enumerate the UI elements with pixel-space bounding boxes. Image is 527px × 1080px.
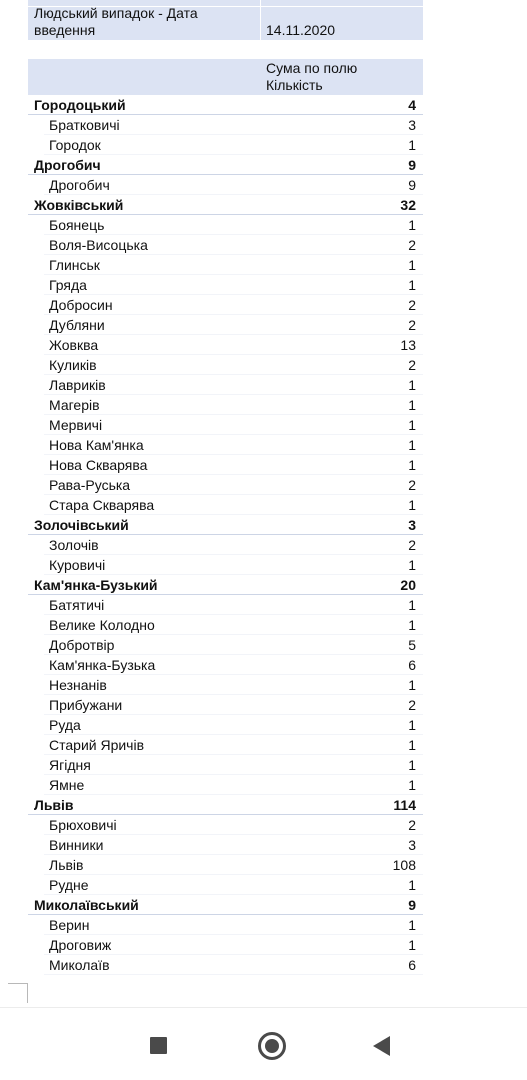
item-name: Нова Скварява bbox=[49, 457, 148, 473]
pivot-item-row[interactable] bbox=[28, 695, 423, 715]
item-name: Воля-Висоцька bbox=[49, 237, 148, 253]
back-button[interactable] bbox=[360, 1028, 404, 1064]
pivot-header-row bbox=[28, 59, 423, 95]
item-value: 1 bbox=[408, 757, 416, 773]
item-name: Велике Колодно bbox=[49, 617, 155, 633]
pivot-group-row[interactable] bbox=[28, 195, 423, 215]
item-name: Верин bbox=[49, 917, 90, 933]
pivot-item-row[interactable] bbox=[28, 595, 423, 615]
pivot-group-row[interactable] bbox=[28, 895, 423, 915]
pivot-item-row[interactable] bbox=[28, 855, 423, 875]
pivot-item-row[interactable] bbox=[28, 235, 423, 255]
item-name: Ямне bbox=[49, 777, 85, 793]
pivot-item-row[interactable] bbox=[28, 135, 423, 155]
item-name: Золочів bbox=[49, 537, 99, 553]
item-name: Дроговиж bbox=[49, 937, 112, 953]
group-total: 4 bbox=[408, 97, 416, 113]
item-value: 1 bbox=[408, 397, 416, 413]
group-total: 114 bbox=[393, 797, 416, 813]
item-value: 5 bbox=[408, 637, 416, 653]
item-value: 1 bbox=[408, 457, 416, 473]
item-value: 3 bbox=[408, 837, 416, 853]
item-name: Прибужани bbox=[49, 697, 123, 713]
group-name: Жовківський bbox=[34, 197, 124, 213]
item-value: 1 bbox=[408, 437, 416, 453]
item-value: 2 bbox=[408, 237, 416, 253]
item-value: 1 bbox=[408, 497, 416, 513]
item-name: Ягідня bbox=[49, 757, 91, 773]
item-name: Добросин bbox=[49, 297, 113, 313]
filter-value[interactable]: 14.11.2020 bbox=[266, 22, 336, 38]
pivot-item-row[interactable] bbox=[28, 295, 423, 315]
pivot-item-row[interactable] bbox=[28, 395, 423, 415]
pivot-item-row[interactable] bbox=[28, 435, 423, 455]
pivot-item-row[interactable] bbox=[28, 715, 423, 735]
pivot-item-row[interactable] bbox=[28, 735, 423, 755]
item-name: Глинськ bbox=[49, 257, 100, 273]
item-value: 1 bbox=[408, 777, 416, 793]
item-name: Брюховичі bbox=[49, 817, 117, 833]
pivot-item-row[interactable] bbox=[28, 275, 423, 295]
item-value: 3 bbox=[408, 117, 416, 133]
pivot-item-row[interactable] bbox=[28, 215, 423, 235]
recents-button[interactable] bbox=[137, 1028, 181, 1064]
item-value: 1 bbox=[408, 257, 416, 273]
item-value: 1 bbox=[408, 597, 416, 613]
sheet-corner-mark bbox=[8, 983, 28, 1003]
item-name: Лавриків bbox=[49, 377, 106, 393]
item-name: Нова Кам'янка bbox=[49, 437, 144, 453]
pivot-item-row[interactable] bbox=[28, 635, 423, 655]
item-name: Дрогобич bbox=[49, 177, 110, 193]
item-value: 1 bbox=[408, 737, 416, 753]
item-value: 1 bbox=[408, 217, 416, 233]
item-value: 6 bbox=[408, 657, 416, 673]
home-button[interactable] bbox=[250, 1028, 294, 1064]
group-total: 9 bbox=[408, 897, 416, 913]
pivot-item-row[interactable] bbox=[28, 355, 423, 375]
item-name: Руда bbox=[49, 717, 81, 733]
circle-home-icon bbox=[258, 1032, 286, 1060]
item-name: Кам'янка-Бузька bbox=[49, 657, 156, 673]
item-name: Рава-Руська bbox=[49, 477, 131, 493]
pivot-group-row[interactable] bbox=[28, 95, 423, 115]
item-name: Стара Скварява bbox=[49, 497, 155, 513]
item-name: Львів bbox=[49, 857, 84, 873]
group-total: 3 bbox=[408, 517, 416, 533]
filter-cell-separator bbox=[260, 6, 261, 40]
item-value: 9 bbox=[408, 177, 416, 193]
item-value: 2 bbox=[408, 477, 416, 493]
item-name: Дубляни bbox=[49, 317, 105, 333]
pivot-item-row[interactable] bbox=[28, 675, 423, 695]
item-value: 1 bbox=[408, 417, 416, 433]
pivot-item-row[interactable] bbox=[28, 655, 423, 675]
group-name: Миколаївський bbox=[34, 897, 139, 913]
item-value: 1 bbox=[408, 137, 416, 153]
pivot-item-row[interactable] bbox=[28, 495, 423, 515]
square-icon bbox=[150, 1037, 167, 1054]
item-value: 1 bbox=[408, 717, 416, 733]
pivot-group-row[interactable] bbox=[28, 575, 423, 595]
item-value: 1 bbox=[408, 557, 416, 573]
triangle-back-icon bbox=[373, 1036, 390, 1056]
pivot-item-row[interactable] bbox=[28, 915, 423, 935]
pivot-item-row[interactable] bbox=[28, 935, 423, 955]
item-value: 1 bbox=[408, 277, 416, 293]
item-value: 13 bbox=[400, 337, 416, 353]
pivot-group-row[interactable] bbox=[28, 515, 423, 535]
item-name: Добротвір bbox=[49, 637, 115, 653]
item-name: Старий Яричів bbox=[49, 737, 145, 753]
item-name: Батятичі bbox=[49, 597, 105, 613]
pivot-table-body bbox=[28, 95, 423, 975]
pivot-item-row[interactable] bbox=[28, 535, 423, 555]
item-value: 2 bbox=[408, 357, 416, 373]
group-name: Городоцький bbox=[34, 97, 126, 113]
item-name: Куликів bbox=[49, 357, 97, 373]
pivot-item-row[interactable] bbox=[28, 615, 423, 635]
group-name: Золочівський bbox=[34, 517, 129, 533]
group-name: Львів bbox=[34, 797, 74, 813]
item-name: Рудне bbox=[49, 877, 89, 893]
pivot-group-row[interactable] bbox=[28, 155, 423, 175]
group-name: Дрогобич bbox=[34, 157, 101, 173]
group-total: 32 bbox=[400, 197, 416, 213]
item-name: Куровичі bbox=[49, 557, 106, 573]
pivot-item-row[interactable] bbox=[28, 175, 423, 195]
pivot-item-row[interactable] bbox=[28, 775, 423, 795]
pivot-item-row[interactable] bbox=[28, 115, 423, 135]
item-value: 6 bbox=[408, 957, 416, 973]
pivot-group-row[interactable] bbox=[28, 795, 423, 815]
item-name: Городок bbox=[49, 137, 101, 153]
pivot-item-row[interactable] bbox=[28, 955, 423, 975]
item-value: 2 bbox=[408, 537, 416, 553]
group-total: 20 bbox=[400, 577, 416, 593]
pivot-item-row[interactable] bbox=[28, 475, 423, 495]
item-value: 2 bbox=[408, 817, 416, 833]
pivot-item-row[interactable] bbox=[28, 255, 423, 275]
item-value: 1 bbox=[408, 877, 416, 893]
group-name: Кам'янка-Бузький bbox=[34, 577, 158, 593]
item-value: 2 bbox=[408, 697, 416, 713]
filter-label: Людський випадок - Дата введення bbox=[34, 5, 198, 38]
pivot-item-row[interactable] bbox=[28, 875, 423, 895]
pivot-item-row[interactable] bbox=[28, 315, 423, 335]
item-value: 108 bbox=[392, 857, 416, 873]
item-name: Братковичі bbox=[49, 117, 120, 133]
android-navigation-bar bbox=[0, 1008, 527, 1080]
item-name: Незнанів bbox=[49, 677, 107, 693]
pivot-item-row[interactable] bbox=[28, 415, 423, 435]
item-value: 2 bbox=[408, 297, 416, 313]
pivot-item-row[interactable] bbox=[28, 335, 423, 355]
pivot-item-row[interactable] bbox=[28, 555, 423, 575]
pivot-item-row[interactable] bbox=[28, 835, 423, 855]
pivot-item-row[interactable] bbox=[28, 815, 423, 835]
item-value: 1 bbox=[408, 937, 416, 953]
item-name: Мервичі bbox=[49, 417, 103, 433]
item-value: 1 bbox=[408, 917, 416, 933]
item-name: Боянець bbox=[49, 217, 105, 233]
item-name: Винники bbox=[49, 837, 104, 853]
pivot-item-row[interactable] bbox=[28, 375, 423, 395]
pivot-value-header[interactable]: Сума по полю Кількість bbox=[266, 60, 358, 93]
item-name: Миколаїв bbox=[49, 957, 110, 973]
pivot-item-row[interactable] bbox=[28, 755, 423, 775]
pivot-item-row[interactable] bbox=[28, 455, 423, 475]
item-name: Жовква bbox=[49, 337, 99, 353]
report-filter-table bbox=[28, 0, 423, 40]
item-name: Гряда bbox=[49, 277, 87, 293]
item-value: 1 bbox=[408, 617, 416, 633]
item-value: 1 bbox=[408, 677, 416, 693]
group-total: 9 bbox=[408, 157, 416, 173]
item-value: 1 bbox=[408, 377, 416, 393]
item-value: 2 bbox=[408, 317, 416, 333]
item-name: Магерів bbox=[49, 397, 100, 413]
